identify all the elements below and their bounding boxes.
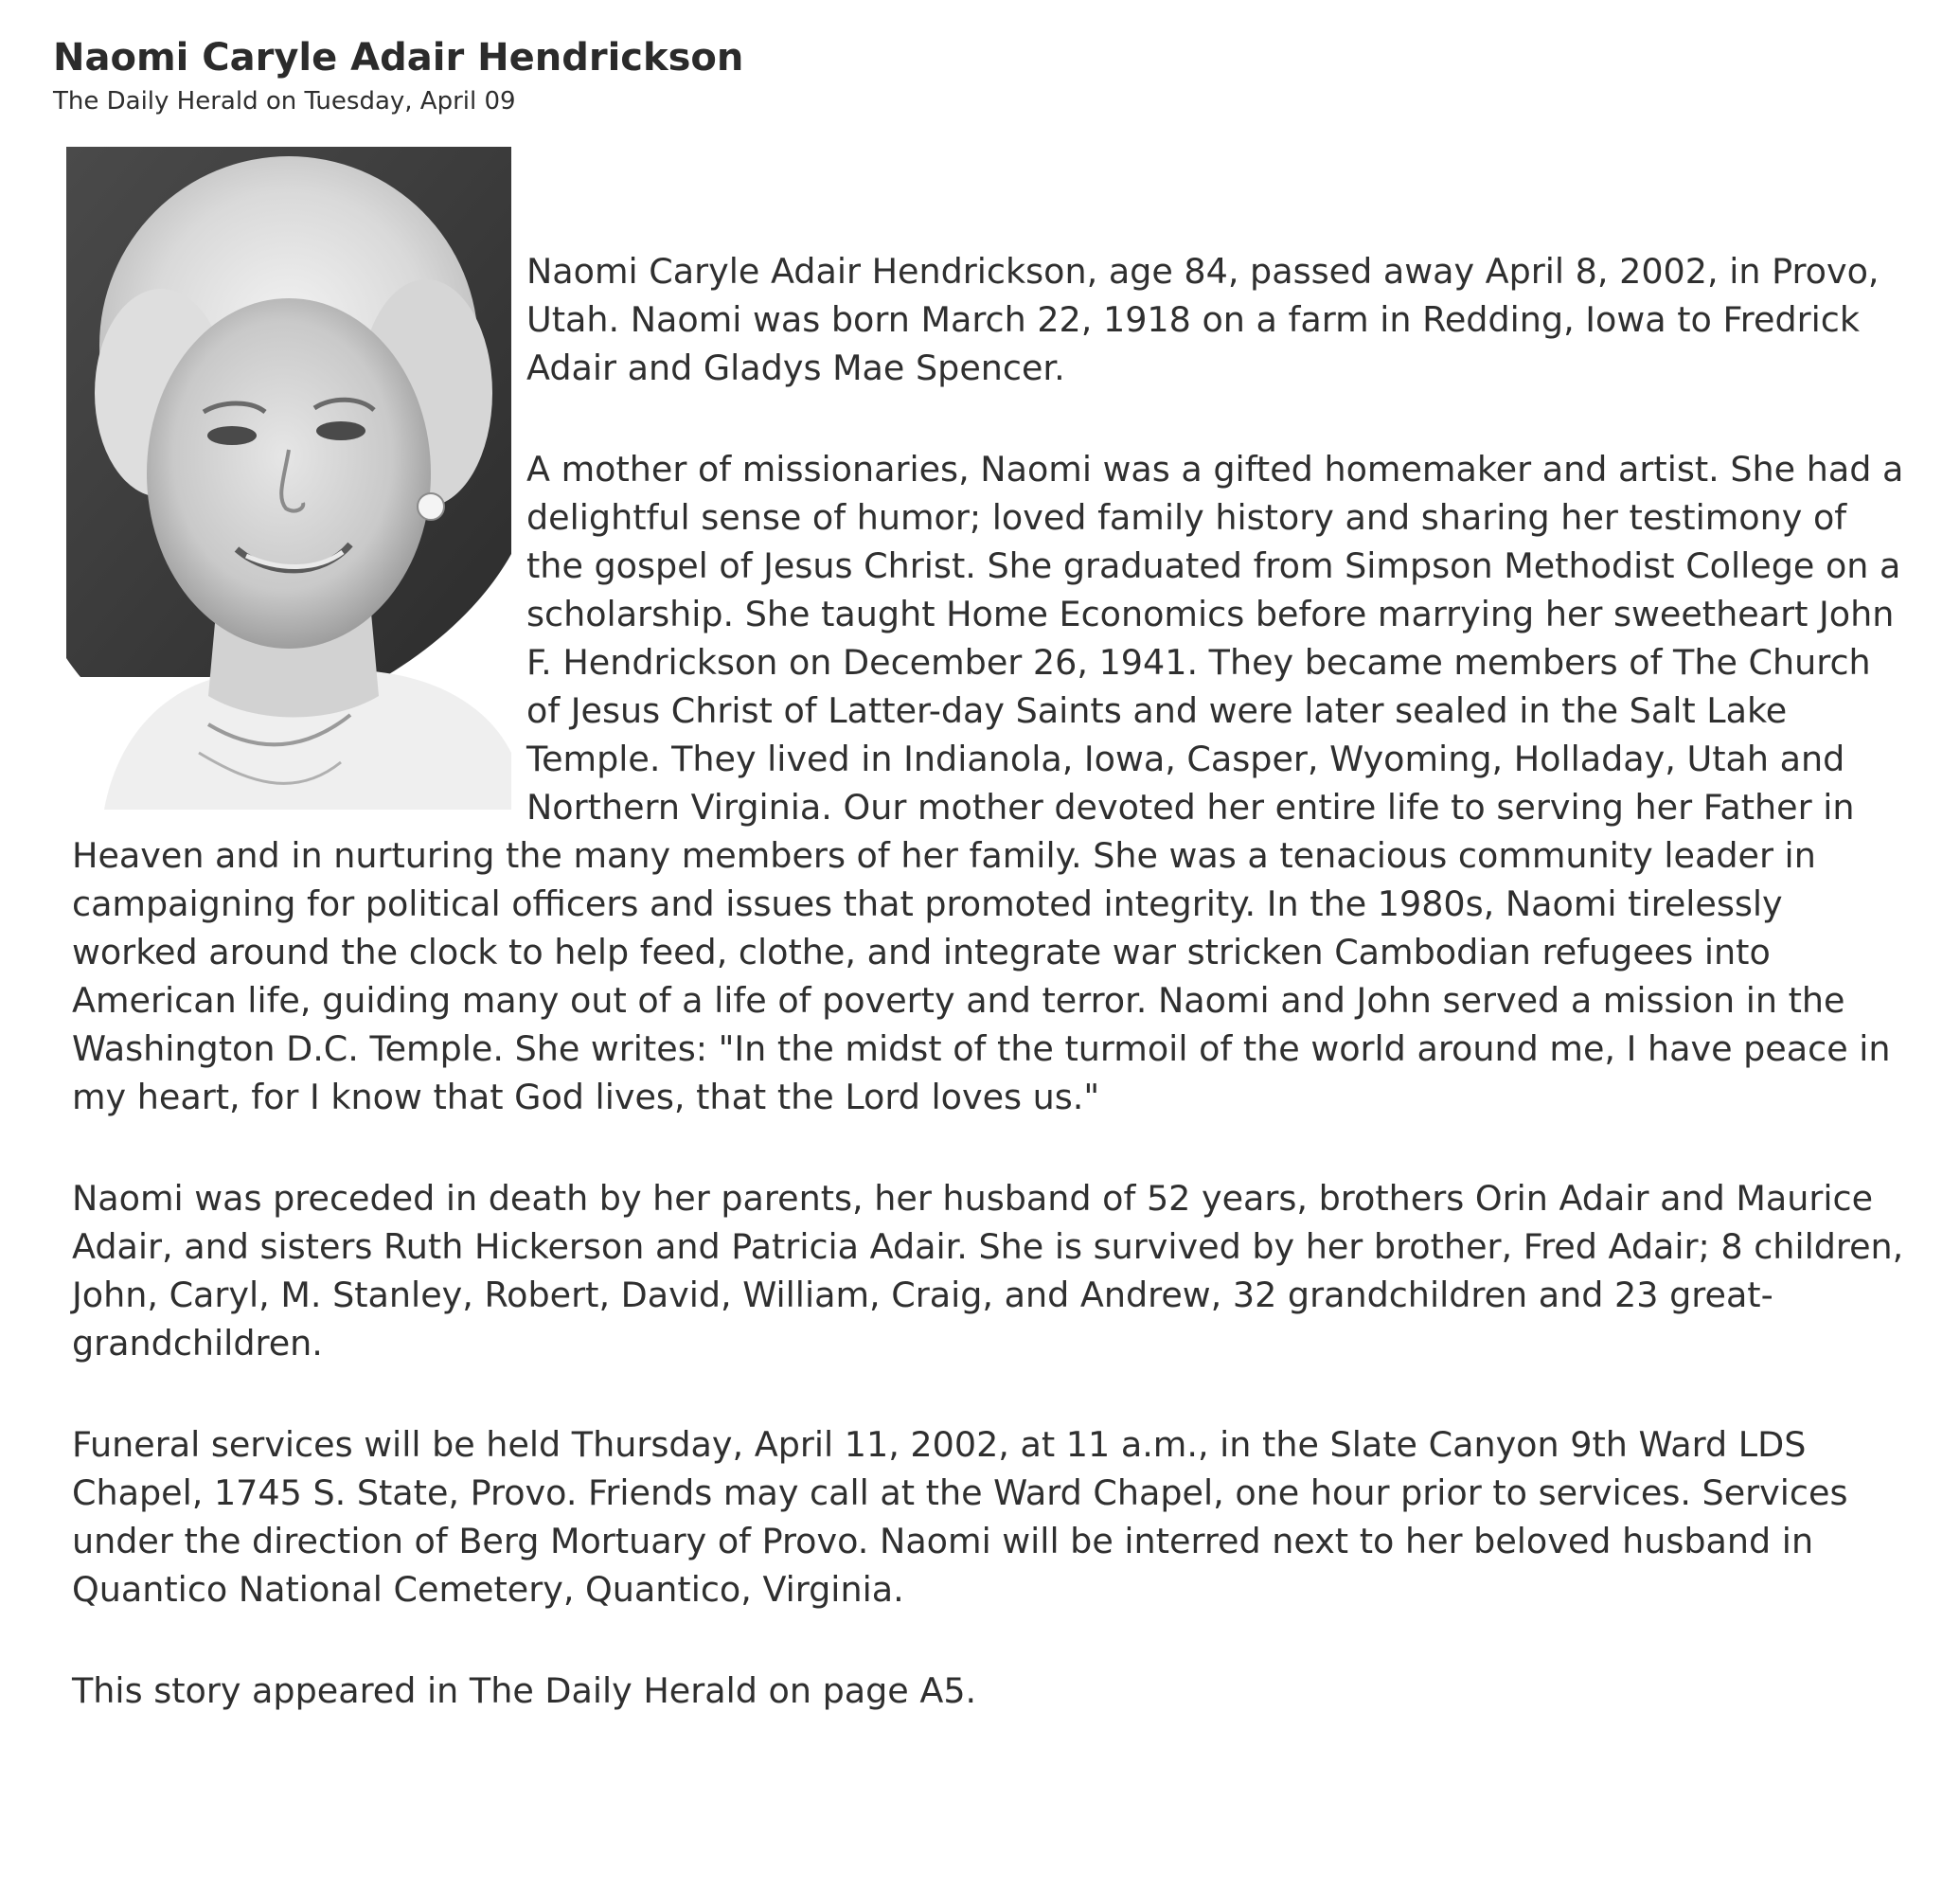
article-body: [72, 147, 1904, 1768]
portrait-photo: [66, 147, 511, 810]
paragraph-source-note: This story appeared in The Daily Herald on page A5.: [72, 1670, 977, 1711]
paragraph-family: Naomi was preceded in death by her parents, her husband of 52 years, brothers Orin Adair and Maurice Adair, and sisters Ruth Hickerson and Patricia Adair. She is survived by her brother, Fred Adair; 8 children, John, Caryl, M. Stanley, Robert, David, William, Craig, and Andrew, 32 grandchildren and 23 great-grandchildren.: [72, 1178, 1904, 1364]
paragraph-intro: Naomi Caryle Adair Hendrickson, age 84, passed away April 8, 2002, in Provo, Utah. Naomi was born March 22, 1918 on a farm in Redding, Iowa to Fredrick Adair and Gladys Mae Spencer.: [526, 251, 1880, 388]
article-headline: Naomi Caryle Adair Hendrickson: [53, 36, 744, 80]
article-byline: The Daily Herald on Tuesday, April 09: [53, 87, 516, 116]
paragraph-funeral: Funeral services will be held Thursday, April 11, 2002, at 11 a.m., in the Slate Canyon 9th Ward LDS Chapel, 1745 S. State, Provo. Friends may call at the Ward Chapel, one hour prior to services. Services under the direction of Berg Mortuary of Provo. Naomi will be interred next to her beloved husband in Quantico National Cemetery, Quantico, Virginia.: [72, 1424, 1848, 1610]
paragraph-biography: A mother of missionaries, Naomi was a gifted homemaker and artist. She had a delightful sense of humor; loved family history and sharing her testimony of the gospel of Jesus Christ. She graduated from Simpson Methodist College on a scholarship. She taught Home Economics before marrying her sweetheart John F. Hendrickson on December 26, 1941. They became members of The Church of Jesus Christ of Latter-day Saints and were later sealed in the Salt Lake Temple. They lived in Indianola, Iowa, Casper, Wyoming, Holladay, Utah and Northern Virginia. Our mother devoted her entire life to serving her Father in Heaven and in nurturing the many members of her family. She was a tenacious community leader in campaigning for political officers and issues that promoted integrity. In the 1980s, Naomi tirelessly worked around the clock to help feed, clothe, and integrate war stricken Cambodian refugees into American life, guiding many out of a life of poverty and terror. Naomi and John served a mission in the Washington D.C. Temple. She writes: "In the midst of the turmoil of the world around me, I have peace in my heart, for I know that God lives, that the Lord loves us.": [72, 449, 1904, 1117]
